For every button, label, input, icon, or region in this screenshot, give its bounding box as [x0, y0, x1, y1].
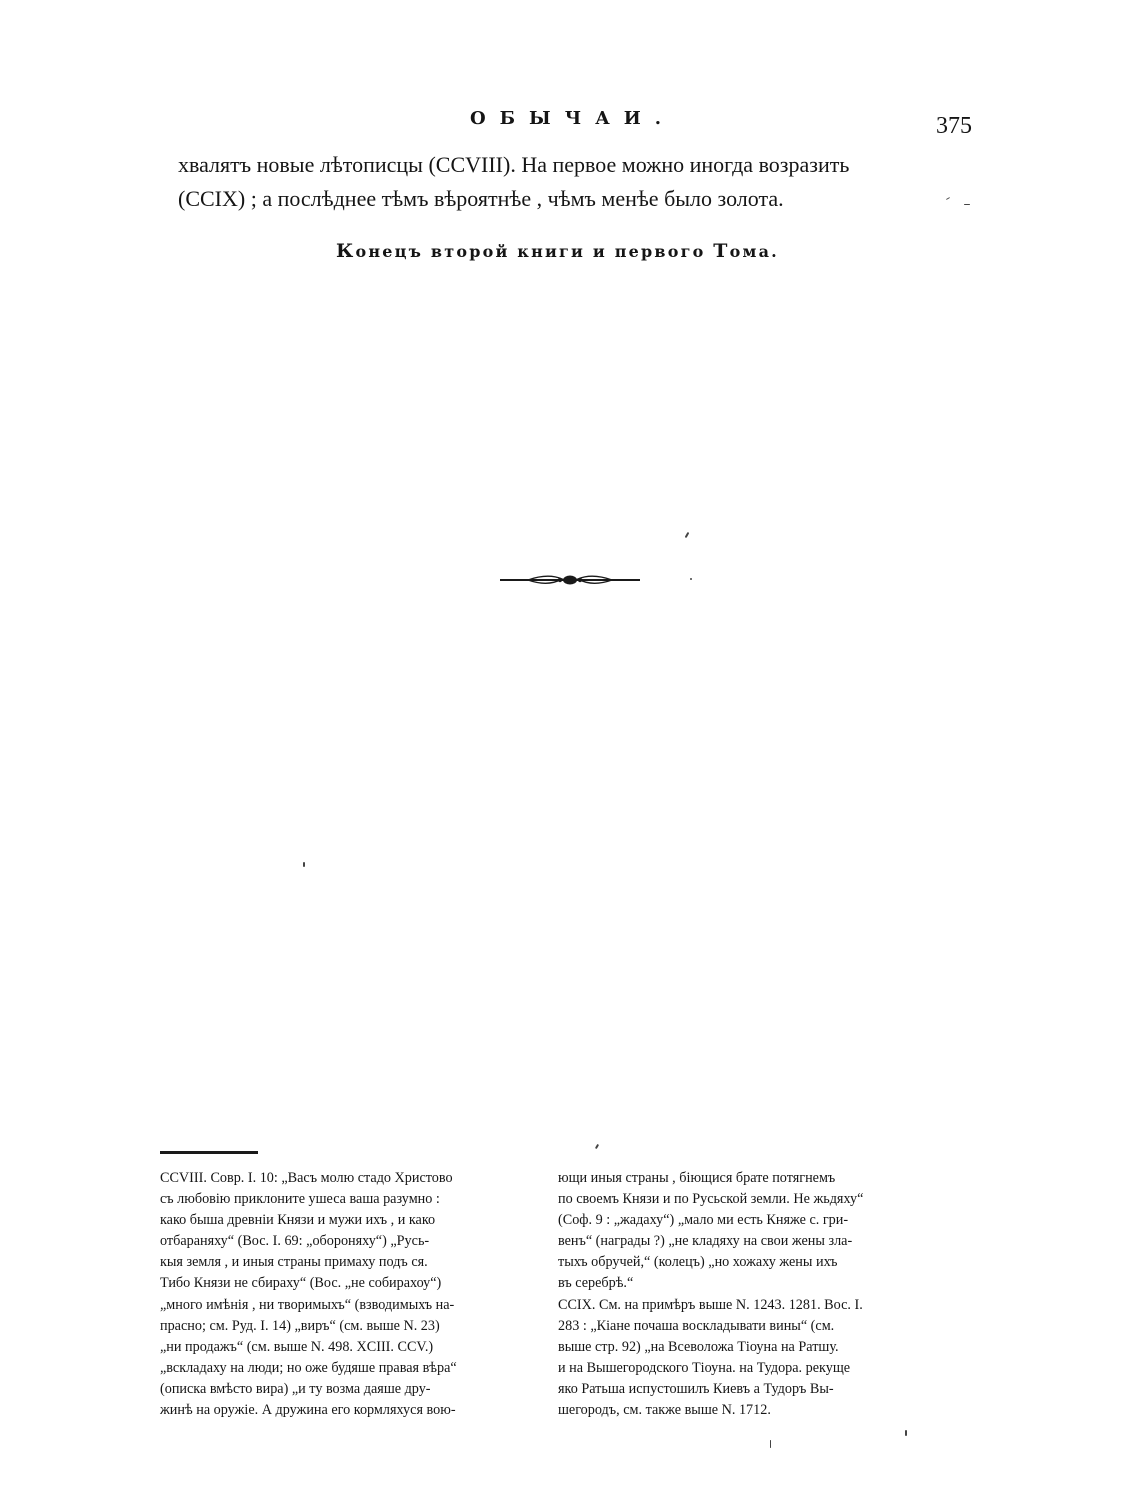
footnote-line: и на Вышегородского Тіоуна. на Тудора. рекуще: [558, 1359, 851, 1376]
footnote-line: отбараняху“ (Вос. I. 69: „обороняху“) „Русь-: [160, 1233, 430, 1250]
footnote-line: (описка вмѣсто вира) „и ту возма даяше дру-: [160, 1380, 431, 1397]
page-number: 375: [936, 113, 972, 139]
footnote-rule: [160, 1151, 258, 1154]
running-title: ОБЫЧАИ.: [470, 108, 676, 129]
scan-speck: [690, 578, 692, 580]
footnote-line: 283 : „Кіане почаша воскладывати вины“ (см.: [558, 1317, 835, 1334]
ornament-divider-icon: [498, 570, 642, 590]
footnote-line: яко Ратьша испустошилъ Киевъ а Тудоръ Вы-: [558, 1380, 834, 1397]
scan-speck: [770, 1440, 771, 1448]
footnotes-right-column: [558, 1168, 960, 1421]
heading-initial-t: Т: [713, 240, 730, 262]
footnote-line: „вскладаху на люди; но оже будяше правая вѣра“: [160, 1359, 457, 1376]
scan-speck: [685, 532, 690, 538]
footnote-line: прасно; см. Руд. I. 14) „виръ“ (см. выше N. 23): [160, 1317, 440, 1334]
footnote-line: по своемъ Князи и по Русьской земли. Не жьдяху“: [558, 1191, 864, 1208]
footnote-line: CCIX. См. на примѣръ выше N. 1243. 1281. Вос. I.: [558, 1296, 863, 1313]
scan-speck: [303, 862, 305, 867]
footnotes-left-column: [160, 1168, 554, 1421]
footnote-line: „ни продажъ“ (см. выше N. 498. XCIII. CCV.): [160, 1338, 434, 1355]
footnote-line: жинѣ на оружіе. А дружина его кормляхуся вою-: [160, 1402, 456, 1419]
footnote-line: кыя земля , и иныя страны примаху подъ ся.: [160, 1254, 428, 1271]
footnote-line: Тибо Князи не сбираху“ (Вос. „не собирахоу“): [160, 1275, 442, 1292]
body-line: хвалятъ новые лѣтописцы (CCVIII). На первое можно иногда возразить: [178, 152, 850, 177]
scan-speck: [905, 1430, 907, 1436]
body-text: [178, 148, 978, 216]
heading-text: онецъ второй книги и первого: [355, 242, 714, 261]
footnote-line: шегородъ, см. также выше N. 1712.: [558, 1402, 771, 1419]
heading-initial: К: [336, 240, 356, 262]
footnote-line: тыхъ обручей,“ (колецъ) „но хожаху жены ихъ: [558, 1254, 838, 1271]
end-of-volume-heading: [336, 240, 779, 262]
footnote-line: выше стр. 92) „на Всеволожа Тіоуна на Ратшу.: [558, 1338, 839, 1355]
footnote-line: ющи иныя страны , біющися брате потягнемъ: [558, 1170, 836, 1186]
footnote-line: CCVIII. Совр. I. 10: „Васъ молю стадо Христово: [160, 1170, 453, 1186]
footnote-line: въ серебрѣ.“: [558, 1275, 634, 1292]
body-line: (CCIX) ; а послѣднее тѣмъ вѣроятнѣе , чѣмъ менѣе было золота.: [178, 186, 784, 211]
heading-tail: ома.: [729, 242, 779, 261]
footnote-line: венъ“ (награды ?) „не кладяху на свои жены зла-: [558, 1233, 853, 1250]
footnote-line: съ любовію приклоните ушеса ваша разумно :: [160, 1191, 440, 1208]
footnote-line: (Соф. 9 : „жадаху“) „мало ми есть Княже с. гри-: [558, 1212, 849, 1229]
footnote-line: како быша древніи Князи и мужи ихъ , и како: [160, 1212, 436, 1229]
scan-speck: [964, 204, 970, 205]
scan-speck: [595, 1144, 599, 1149]
footnote-line: „много имѣнія , ни творимыхъ“ (взводимыхъ на-: [160, 1296, 455, 1313]
